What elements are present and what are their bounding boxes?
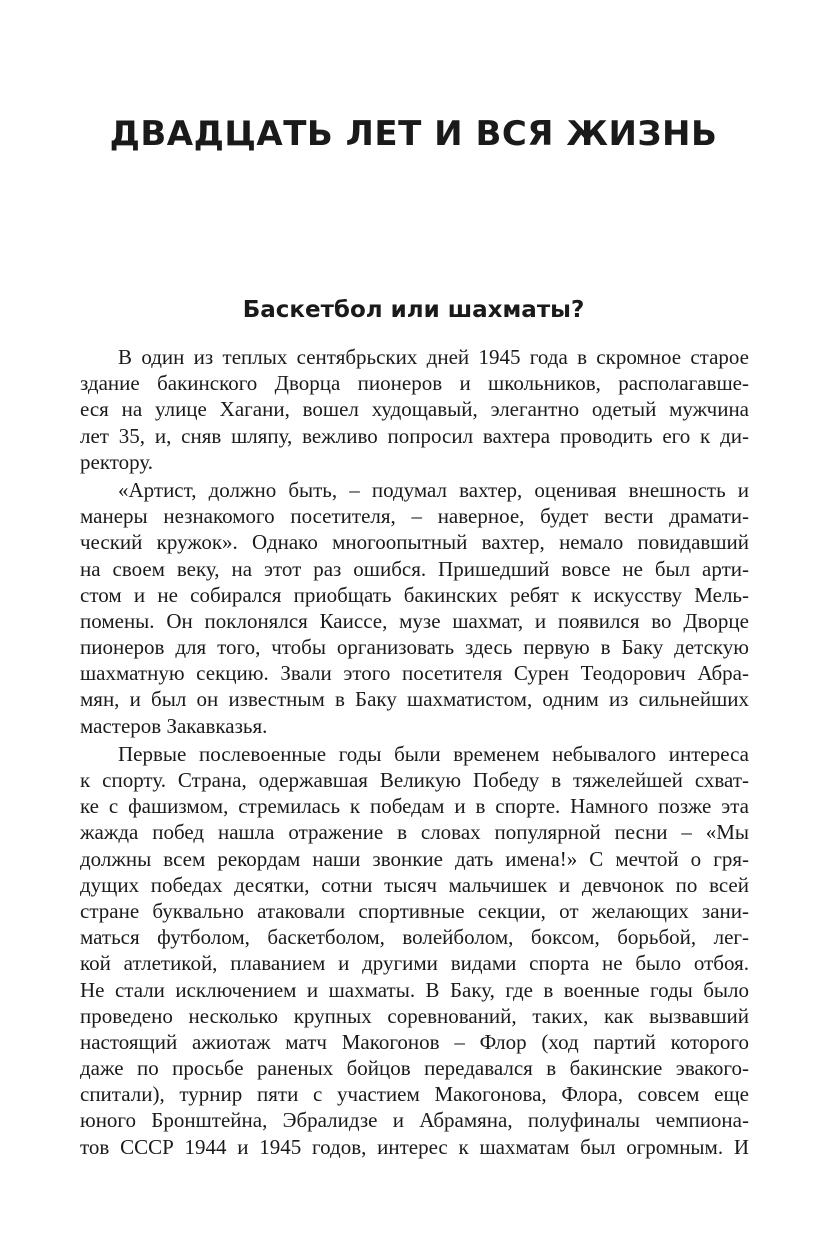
text-line: «Артист, должно быть, – подумал вахтер, оценивая внешность и bbox=[118, 477, 749, 502]
text-line: пионеров для того, чтобы организовать здесь первую в Баку детскую bbox=[80, 635, 749, 660]
text-line: на своем веку, на этот раз ошибся. Пришедший вовсе не был арти- bbox=[80, 556, 749, 581]
paragraph bbox=[80, 477, 749, 739]
text-line: В один из теплых сентябрьских дней 1945 года в скромное старое bbox=[118, 345, 749, 369]
text-line: даже по просьбе раненых бойцов передавался в бакинские эвакого- bbox=[80, 1056, 749, 1081]
text-line: стране буквально атаковали спортивные секции, от желающих зани- bbox=[80, 898, 749, 923]
text-line: дущих победах десятки, сотни тысяч мальчишек и девчонок по всей bbox=[80, 872, 749, 897]
text-line: еся на улице Хагани, вошел худощавый, элегантно одетый мужчина bbox=[80, 397, 749, 422]
text-line: кой атлетикой, плаванием и другими видами спорта не было отбоя. bbox=[80, 951, 749, 976]
text-line: маться футболом, баскетболом, волейболом, боксом, борьбой, лег- bbox=[80, 925, 749, 950]
text-line: ке с фашизмом, стремилась к победам и в спорте. Намного позже эта bbox=[80, 794, 749, 819]
text-line: юного Бронштейна, Эбралидзе и Абрамяна, полуфиналы чемпиона- bbox=[80, 1108, 749, 1133]
text-line: стом и не собирался приобщать бакинских ребят к искусству Мель- bbox=[80, 582, 749, 607]
paragraph bbox=[80, 741, 749, 1160]
chapter-title: ДВАДЦАТЬ ЛЕТ И ВСЯ ЖИЗНЬ bbox=[109, 114, 718, 154]
section-title: Баскетбол или шахматы? bbox=[242, 297, 585, 323]
text-line: мастеров Закавказья. bbox=[80, 713, 268, 738]
text-line: настоящий ажиотаж матч Макогонов – Флор (ход партий которого bbox=[80, 1029, 749, 1054]
text-line: ректору. bbox=[80, 449, 154, 474]
text-line: к спорту. Страна, одержавшая Великую Победу в тяжелейшей схват- bbox=[80, 768, 749, 792]
text-line: Первые послевоенные годы были временем небывалого интереса bbox=[118, 741, 749, 766]
text-line: лет 35, и, сняв шляпу, вежливо попросил вахтера проводить его к ди- bbox=[80, 423, 749, 448]
text-line: шахматную секцию. Звали этого посетителя Сурен Теодорович Абра- bbox=[80, 661, 749, 686]
text-line: должны всем рекордам наши звонкие дать имена!» С мечтой о гря- bbox=[80, 846, 749, 871]
body-text bbox=[80, 344, 749, 1162]
text-line: манеры незнакомого посетителя, – наверное, будет вести драмати- bbox=[80, 504, 749, 529]
text-line: здание бакинского Дворца пионеров и школьников, располагавше- bbox=[80, 371, 749, 396]
text-line: жажда побед нашла отражение в словах популярной песни – «Мы bbox=[80, 820, 749, 845]
text-line: проведено несколько крупных соревнований, таких, как вызвавший bbox=[80, 1003, 749, 1028]
text-line: тов СССР 1944 и 1945 годов, интерес к шахматам был огромным. И bbox=[80, 1134, 749, 1159]
paragraph bbox=[80, 344, 749, 475]
text-line: помены. Он поклонялся Каиссе, музе шахмат, и появился во Дворце bbox=[80, 608, 749, 633]
text-line: Не стали исключением и шахматы. В Баку, где в военные годы было bbox=[80, 977, 749, 1002]
text-line: спитали), турнир пяти с участием Макогонова, Флора, совсем еще bbox=[80, 1082, 749, 1107]
text-line: ческий кружок». Однако многоопытный вахтер, немало повидавший bbox=[80, 530, 749, 555]
text-line: мян, и был он известным в Баку шахматистом, одним из сильнейших bbox=[80, 687, 749, 712]
